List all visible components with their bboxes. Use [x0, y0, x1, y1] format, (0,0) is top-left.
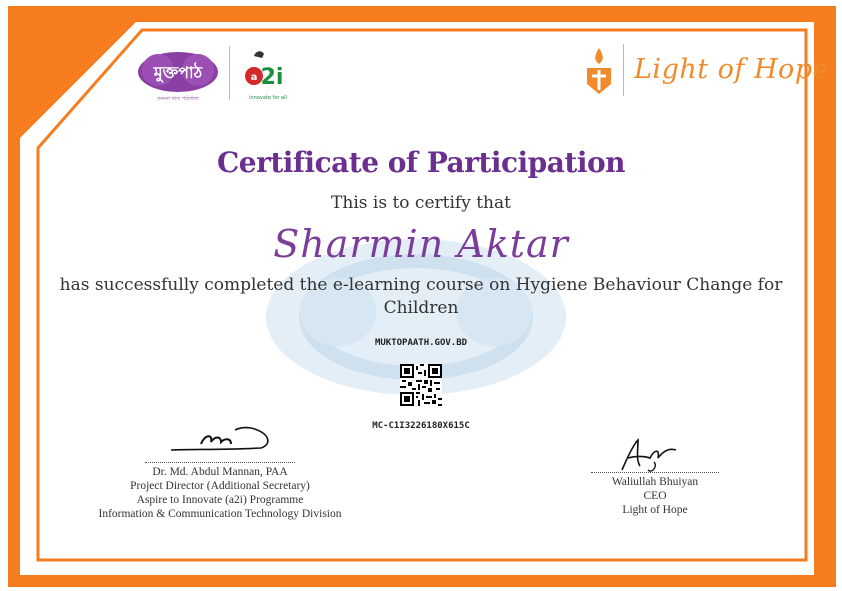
- right-signature: [614, 436, 684, 476]
- light-of-hope-wordmark: Light of Hope: [634, 54, 830, 85]
- left-signature: [165, 422, 275, 456]
- right-signatory-title-1: CEO: [643, 490, 667, 502]
- right-signatory-name: Waliullah Bhuiyan: [611, 476, 699, 488]
- light-of-hope-divider: [623, 44, 624, 96]
- svg-text:a: a: [250, 72, 258, 83]
- right-signature-line: [591, 472, 719, 473]
- certify-intro: This is to certify that: [331, 193, 511, 213]
- right-signatory-title-2: Light of Hope: [622, 504, 688, 516]
- right-signatory: [580, 472, 730, 517]
- light-of-hope-icon: [584, 46, 614, 96]
- left-signatory-name: Dr. Md. Abdul Mannan, PAA: [152, 466, 288, 478]
- recipient-name: Sharmin Aktar: [273, 222, 569, 266]
- svg-text:innovate for all: innovate for all: [249, 95, 287, 101]
- certificate-code: MC-C1I3226180X615C: [372, 421, 470, 431]
- left-signatory: [60, 462, 380, 521]
- svg-text:মুক্তপাঠ: মুক্তপাঠ: [153, 63, 203, 82]
- left-signature-line: [145, 462, 295, 463]
- muktopaath-logo: [136, 48, 220, 104]
- qr-code: [400, 364, 442, 406]
- a2i-logo: [240, 46, 296, 104]
- left-signatory-title-3: Information & Communication Technology Division: [98, 508, 342, 520]
- svg-text:2i: 2i: [260, 65, 284, 90]
- course-description: has successfully completed the e-learning course on Hygiene Behaviour Change for Children: [59, 275, 783, 318]
- site-url: MUKTOPAATH.GOV.BD: [374, 338, 468, 348]
- svg-text:জনতা খাত পাঠশালা: জনতা খাত পাঠশালা: [157, 96, 199, 102]
- left-signatory-title-1: Project Director (Additional Secretary): [130, 480, 310, 492]
- certificate-title: Certificate of Participation: [216, 146, 626, 179]
- logo-divider: [229, 46, 230, 100]
- left-signatory-title-2: Aspire to Innovate (a2i) Programme: [136, 494, 304, 506]
